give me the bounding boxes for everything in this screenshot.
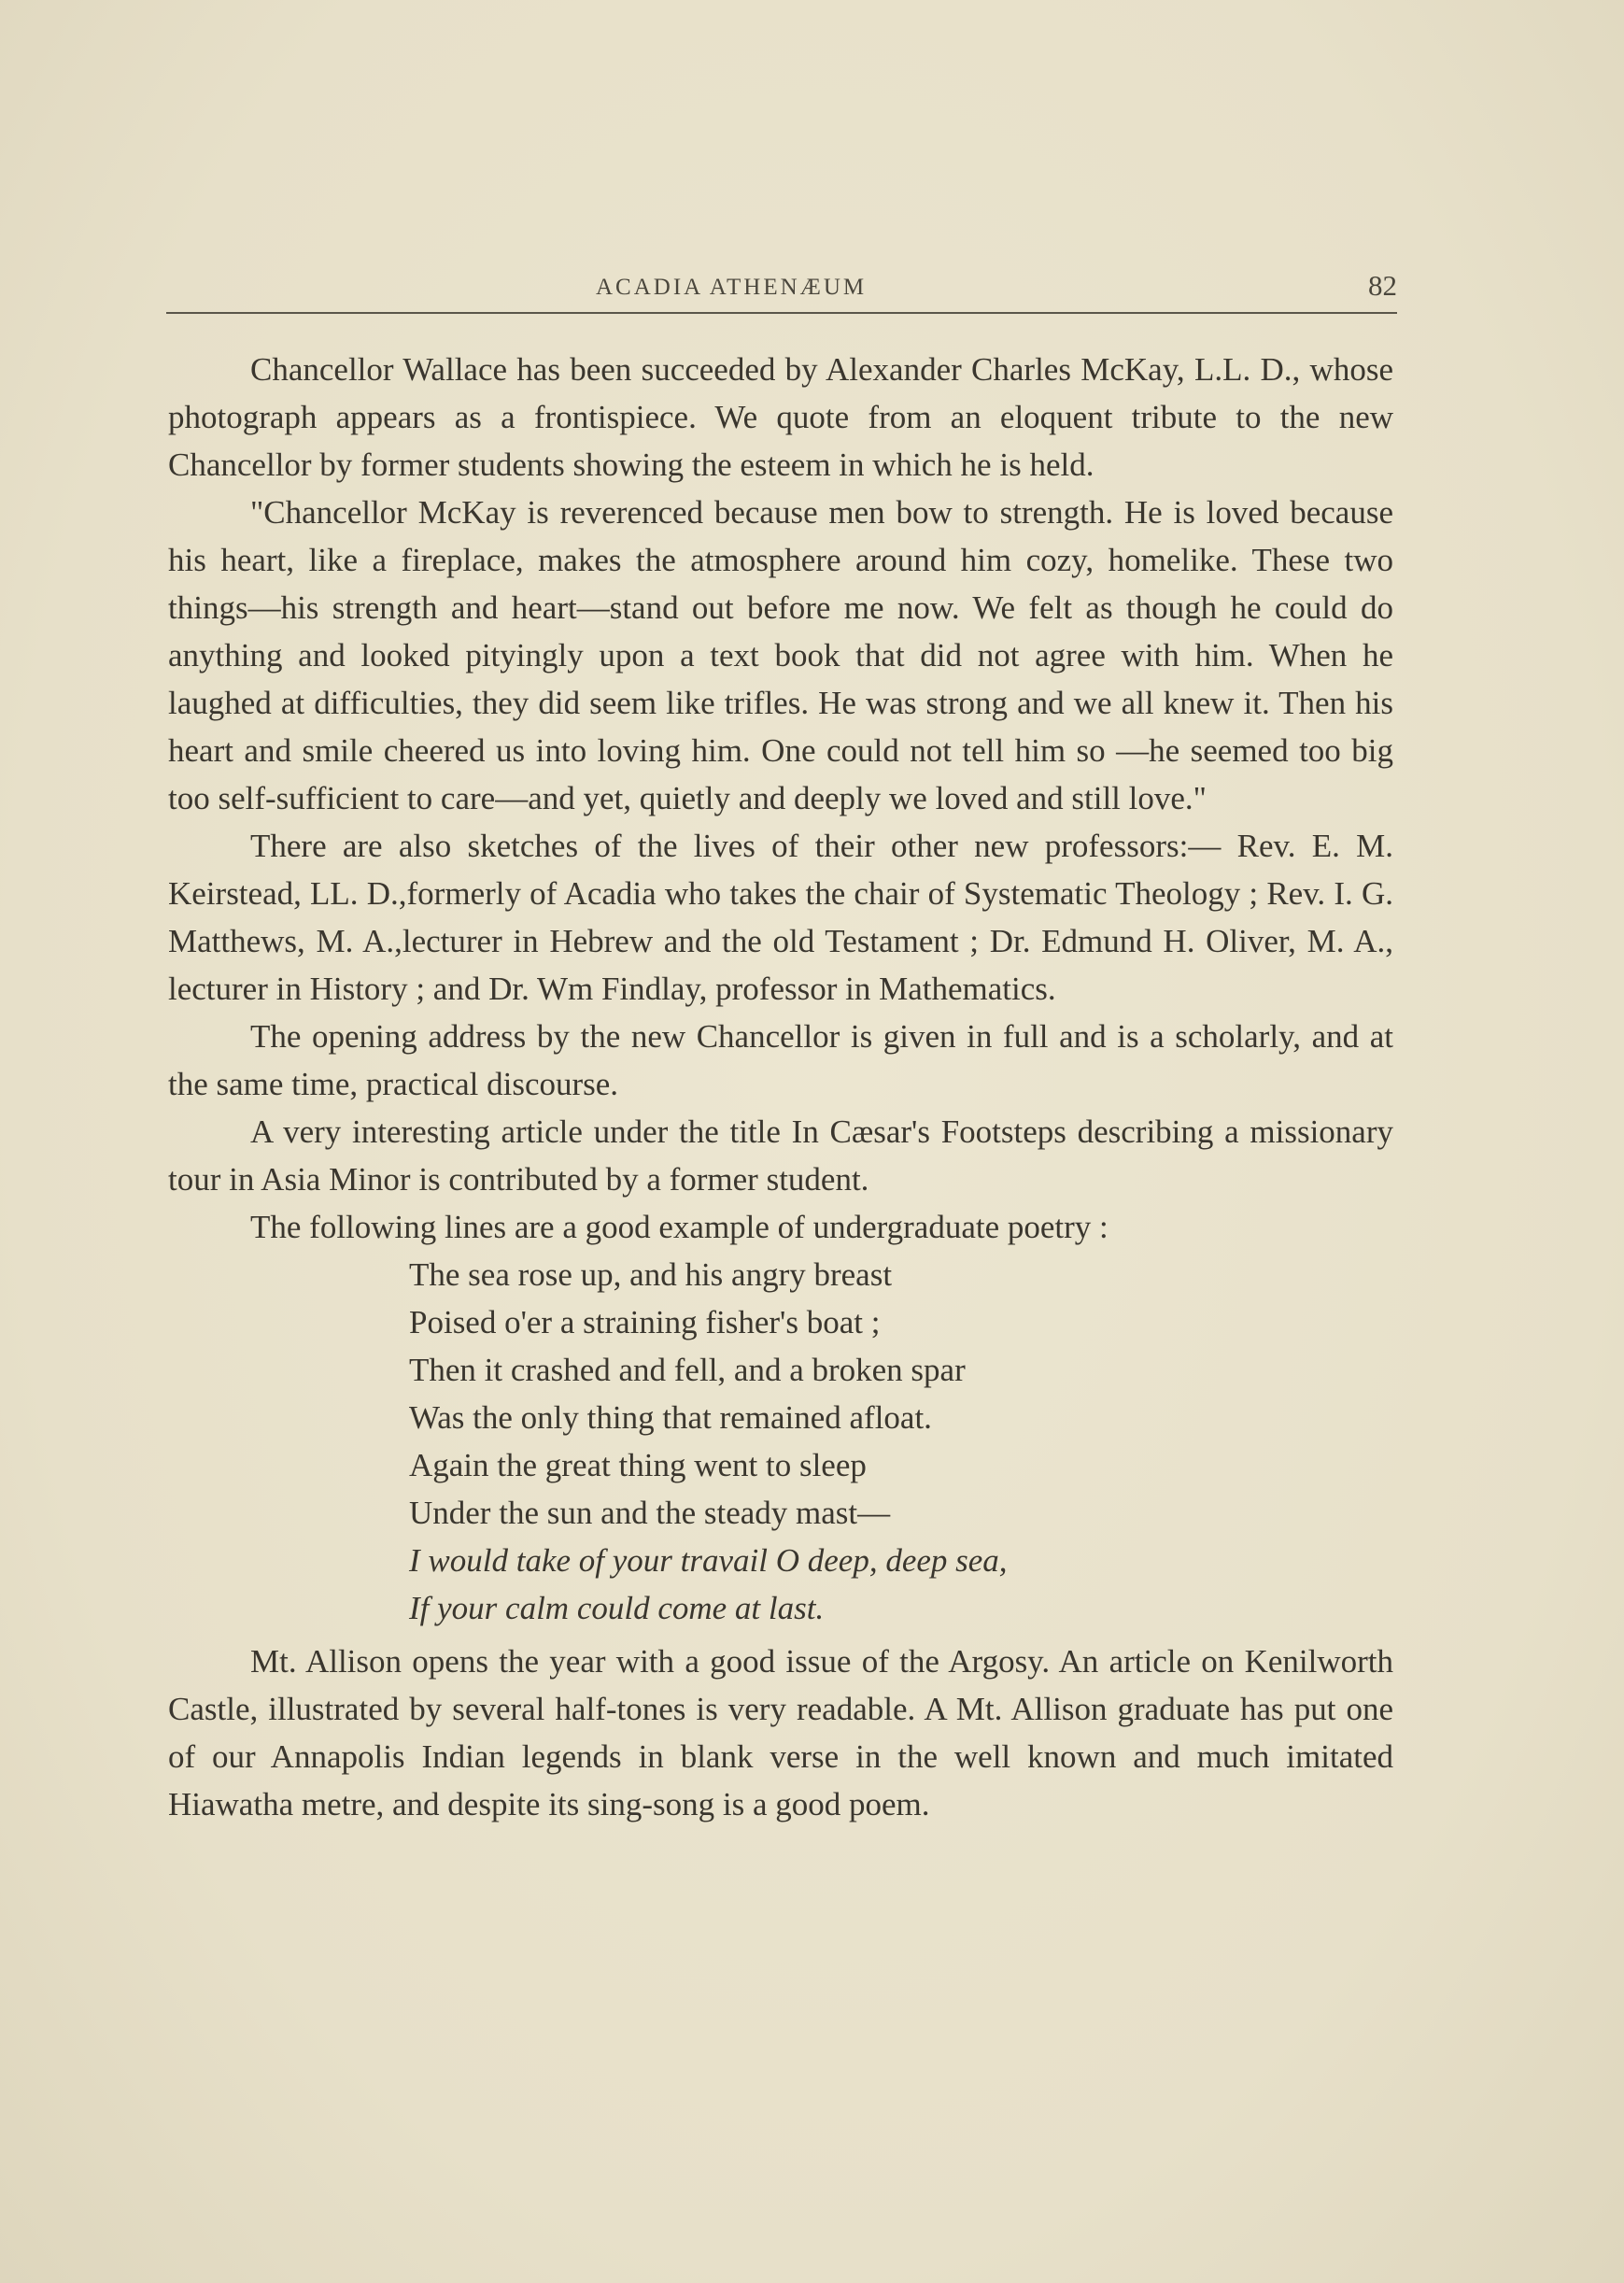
closing-paragraph: Mt. Allison opens the year with a good issue of the Argosy. An article on Kenilworth Castle, illustrated by several half-tones is very readable. A Mt. Allison graduate has put one of our Annapolis Indian legends in blank verse in the well known and much imitated Hiawatha metre, and despite its sing-song is a good poem. [168,1643,1393,1822]
poem-line: Then it crashed and fell, and a broken spar [409,1352,966,1388]
paragraph: There are also sketches of the lives of their other new professors:— Rev. E. M. Keirstead, LL. D.,formerly of Acadia who takes the chair of Systematic Theology ; Rev. I. G. Matthews, M. A.,lecturer in Hebrew and the old Testament ; Dr. Edmund H. Oliver, M. A., lecturer in History ; and Dr. Wm Findlay, professor in Mathematics. [168,828,1393,1007]
poem-line: Again the great thing went to sleep [409,1447,867,1483]
poem-line: Poised o'er a straining fisher's boat ; [409,1304,881,1340]
poem-line: Was the only thing that remained afloat. [409,1399,932,1436]
page-header [166,265,1397,310]
poem-line-italic: I would take of your travail O deep, deep sea, [409,1542,1008,1579]
poem-line: Under the sun and the steady mast— [409,1495,891,1531]
paragraph: "Chancellor McKay is reverenced because men bow to strength. He is loved because his heart, like a fireplace, makes the atmosphere around him cozy, homelike. These two things—his strength and heart—stand out before me now. We felt as though he could do anything and looked pityingly upon a text book that did not agree with him. When he laughed at difficulties, they did seem like trifles. He was strong and we all knew it. Then his heart and smile cheered us into loving him. One could not tell him so —he seemed too big too self-sufficient to care—and yet, quietly and deeply we loved and still love." [168,494,1393,816]
paragraph: A very interesting article under the title In Cæsar's Footsteps describing a missionary tour in Asia Minor is contributed by a former student. [168,1113,1393,1198]
body-text [168,346,1393,1828]
poem-line: The sea rose up, and his angry breast [409,1256,893,1293]
paragraph: The following lines are a good example of undergraduate poetry : [250,1209,1109,1245]
page-number: 82 [1368,269,1397,302]
running-title: ACADIA ATHENÆUM [596,275,868,300]
header-rule [166,312,1397,314]
poem [168,1251,1393,1632]
paragraph: Chancellor Wallace has been succeeded by Alexander Charles McKay, L.L. D., whose photograph appears as a frontispiece. We quote from an eloquent tribute to the new Chancellor by former students showing the esteem in which he is held. [168,351,1393,483]
paragraph: The opening address by the new Chancellor is given in full and is a scholarly, and at the same time, practical discourse. [168,1018,1393,1102]
poem-line-italic: If your calm could come at last. [409,1590,825,1626]
